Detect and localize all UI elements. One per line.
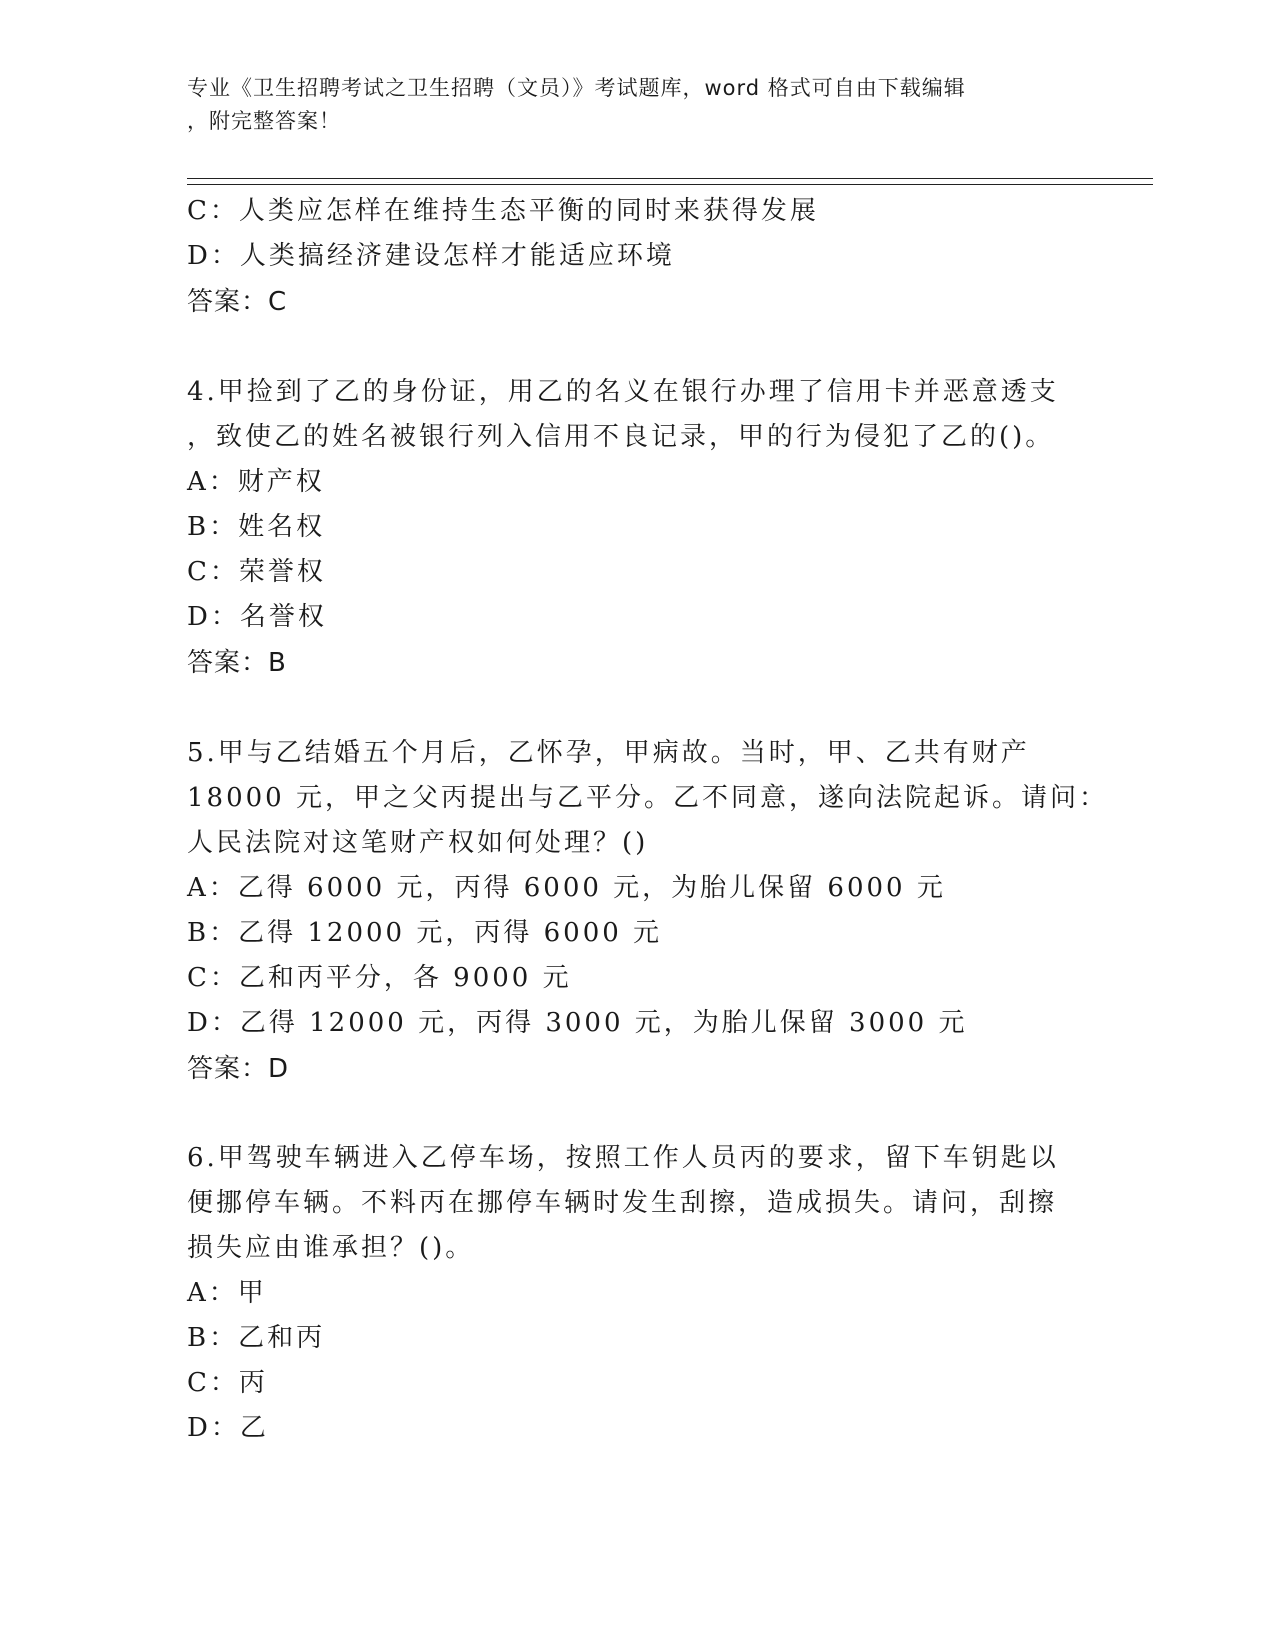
header-divider-top — [187, 178, 1153, 179]
header-line-1: 专业《卫生招聘考试之卫生招聘（文员）》考试题库，word 格式可自由下载编辑 — [187, 76, 966, 100]
header-divider-bottom — [187, 184, 1153, 185]
q4-stem-line-1: 4.甲捡到了乙的身份证，用乙的名义在银行办理了信用卡并恶意透支 — [187, 377, 1059, 407]
q6-option-c: C：丙 — [187, 1368, 268, 1398]
q5-stem-line-1: 5.甲与乙结婚五个月后，乙怀孕，甲病故。当时，甲、乙共有财产 — [187, 738, 1030, 768]
q6-stem-line-1: 6.甲驾驶车辆进入乙停车场，按照工作人员丙的要求，留下车钥匙以 — [187, 1143, 1059, 1173]
q5-option-d: D：乙得 12000 元，丙得 3000 元，为胎儿保留 3000 元 — [187, 1008, 968, 1038]
q6-option-a: A：甲 — [187, 1278, 267, 1308]
q5-option-b: B：乙得 12000 元，丙得 6000 元 — [187, 918, 663, 948]
q5-option-c: C：乙和丙平分，各 9000 元 — [187, 963, 572, 993]
q4-stem-line-2: ，致使乙的姓名被银行列入信用不良记录，甲的行为侵犯了乙的()。 — [187, 422, 1055, 452]
q5-option-a: A：乙得 6000 元，丙得 6000 元，为胎儿保留 6000 元 — [187, 873, 946, 903]
q4-option-a: A：财产权 — [187, 467, 325, 497]
q4-option-b: B：姓名权 — [187, 512, 326, 542]
header-line-2: ，附完整答案！ — [187, 109, 341, 133]
q4-option-c: C：荣誉权 — [187, 557, 326, 587]
q6-stem-line-2: 便挪停车辆。不料丙在挪停车辆时发生刮擦，造成损失。请问，刮擦 — [187, 1188, 1058, 1218]
q4-option-d: D：名誉权 — [187, 602, 327, 632]
document-header — [187, 72, 1067, 138]
q3-option-c: C：人类应怎样在维持生态平衡的同时来获得发展 — [187, 196, 819, 226]
q6-option-d: D：乙 — [187, 1413, 269, 1443]
q6-option-b: B：乙和丙 — [187, 1323, 326, 1353]
q3-answer: 答案：C — [187, 287, 288, 317]
q6-stem-line-3: 损失应由谁承担？()。 — [187, 1233, 475, 1263]
q5-stem-line-2: 18000 元，甲之父丙提出与乙平分。乙不同意，遂向法院起诉。请问： — [187, 783, 1108, 813]
q3-option-d: D：人类搞经济建设怎样才能适应环境 — [187, 241, 675, 271]
q4-answer: 答案：B — [187, 648, 287, 678]
q5-answer: 答案：D — [187, 1054, 290, 1084]
q5-stem-line-3: 人民法院对这笔财产权如何处理？() — [187, 828, 649, 858]
